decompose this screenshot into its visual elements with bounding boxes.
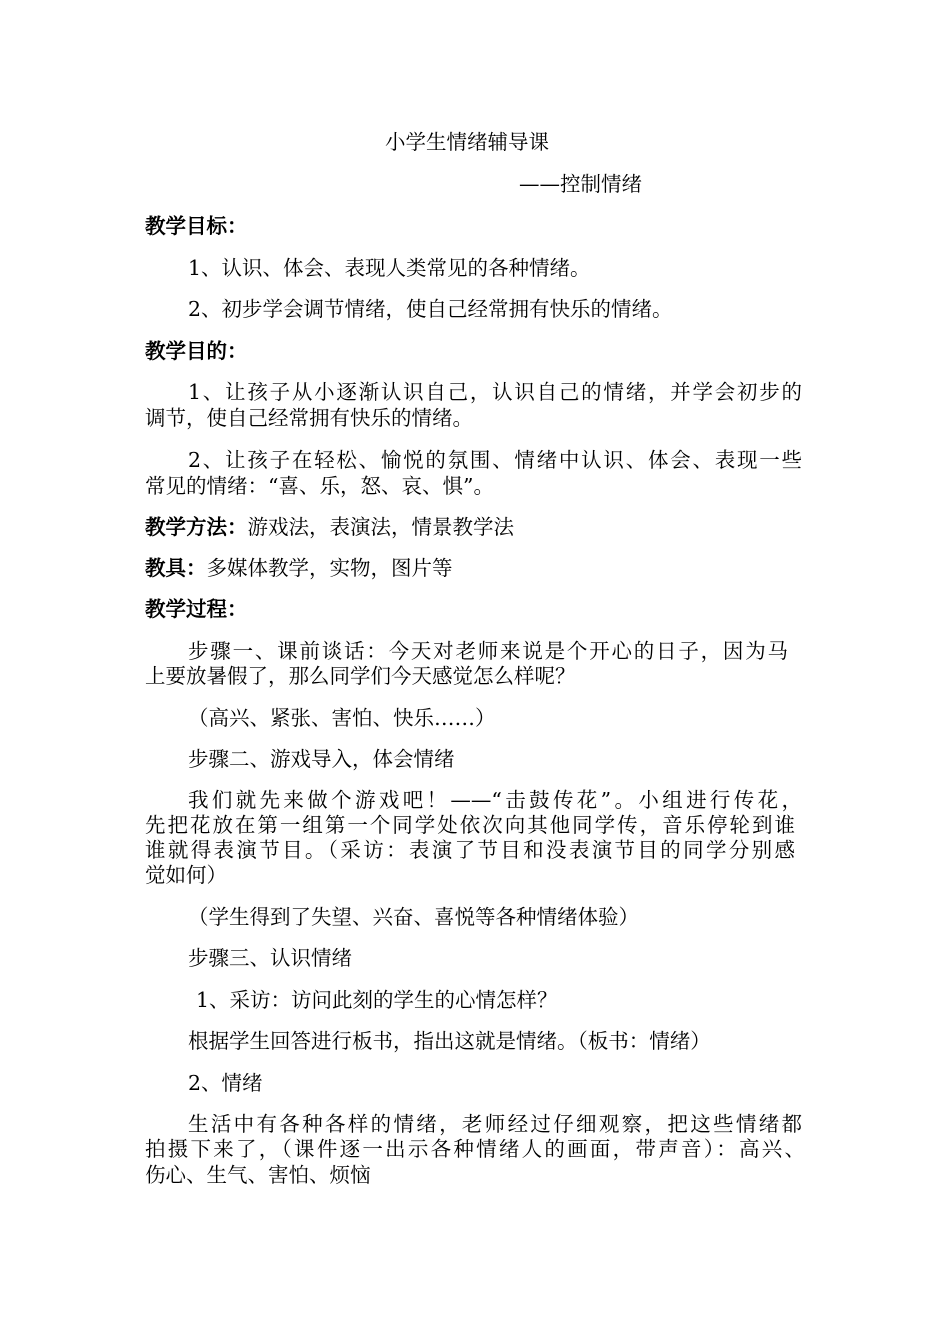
method-text: 游戏法，表演法，情景教学法 [247,515,514,539]
step2-result: （学生得到了失望、兴奋、喜悦等各种情绪体验） [188,905,639,929]
process-heading: 教学过程： [145,597,248,621]
step3-item-2-line-3: 伤心、生气、害怕、烦恼 [145,1163,371,1187]
objectives-heading: 教学目标： [145,214,248,238]
step1-answer: （高兴、紧张、害怕、快乐……） [188,706,496,730]
objective-item-2: 2、初步学会调节情绪，使自己经常拥有快乐的情绪。 [188,297,673,321]
method-label: 教学方法： [145,515,248,539]
tools-label: 教具： [145,556,207,580]
step2-line-4: 觉如何） [145,863,227,887]
purpose-item-1-line-1: 1、让孩子从小逐渐认识自己，认识自己的情绪，并学会初步的 [188,380,802,404]
step2-line-2: 先把花放在第一组第一个同学处依次向其他同学传，音乐停轮到谁 [145,813,795,837]
step1-line-2: 上要放暑假了，那么同学们今天感觉怎么样呢？ [145,664,576,688]
step3-item-1-note: 根据学生回答进行板书，指出这就是情绪。（板书：情绪） [188,1029,711,1053]
step3-item-1: 1、采访：访问此刻的学生的心情怎样？ [196,988,558,1012]
purpose-heading: 教学目的： [145,339,248,363]
step1-line-1: 步骤一、课前谈话：今天对老师来说是个开心的日子，因为马 [188,639,788,663]
purpose-item-2-line-2: 常见的情绪：“喜、乐，怒、哀、惧”。 [145,474,494,498]
step3-title: 步骤三、认识情绪 [188,946,352,970]
step3-item-2-line-1: 生活中有各种各样的情绪，老师经过仔细观察，把这些情绪都 [188,1112,802,1136]
step2-line-3: 谁就得表演节目。（采访：表演了节目和没表演节目的同学分别感 [145,838,795,862]
purpose-item-1-line-2: 调节，使自己经常拥有快乐的情绪。 [145,406,473,430]
step3-item-2-line-2: 拍摄下来了，（课件逐一出示各种情绪人的画面，带声音）：高兴、 [145,1137,805,1161]
method-line [145,513,514,541]
document-subtitle: ——控制情绪 [519,172,642,196]
step2-line-1: 我们就先来做个游戏吧！——“击鼓传花”。小组进行传花， [188,788,802,812]
document-title: 小学生情绪辅导课 [385,130,549,154]
objective-item-1: 1、认识、体会、表现人类常见的各种情绪。 [188,256,591,280]
tools-line [145,554,453,582]
step2-title: 步骤二、游戏导入，体会情绪 [188,747,455,771]
tools-text: 多媒体教学，实物，图片等 [206,556,453,580]
step3-item-2: 2、情绪 [188,1071,263,1095]
purpose-item-2-line-1: 2、让孩子在轻松、愉悦的氛围、情绪中认识、体会、表现一些 [188,448,802,472]
